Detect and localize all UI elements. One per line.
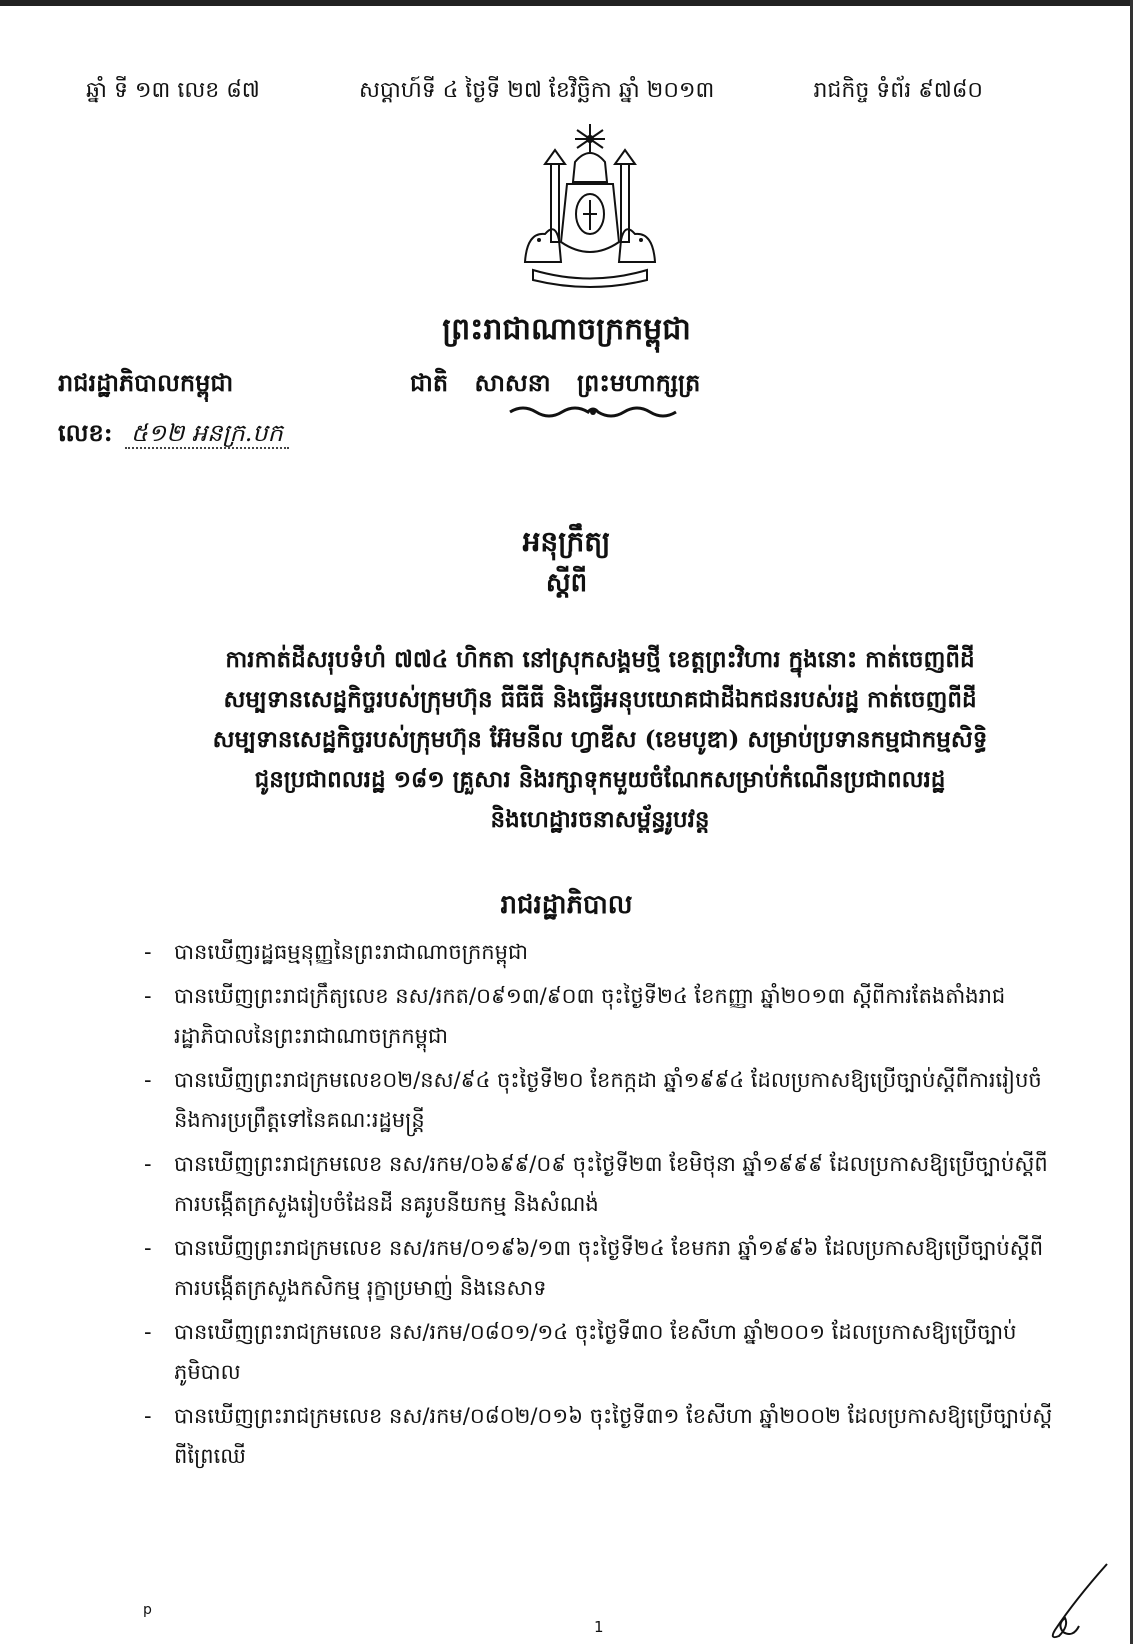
- reference-item: - បានឃើញព្រះរាជក្រមលេខ នស/រកម/០៦៩៩/០៩ ចុះថ្ងៃទី២៣ ខែមិថុនា ឆ្នាំ១៩៩៩ ដែលប្រកាសឱ្យប្រើច្បាប់ស្តីពីការបង្កើតក្រសួងរៀបចំដែនដី នគរូបនីយកម្ម និងសំណង់: [140, 1144, 1060, 1224]
- ornament-divider-icon: [508, 402, 678, 422]
- reference-item: - បានឃើញព្រះរាជក្រឹត្យលេខ នស/រកត/០៩១៣/៩០៣ ចុះថ្ងៃទី២៤ ខែកញ្ញា ឆ្នាំ២០១៣ ស្តីពីការតែងតាំងរាជរដ្ឋាភិបាលនៃព្រះរាជាណាចក្រកម្ពុជា: [140, 976, 1060, 1056]
- reference-item: - បានឃើញព្រះរាជក្រមលេខ នស/រកម/០១៩៦/១៣ ចុះថ្ងៃទី២៤ ខែមករា ឆ្នាំ១៩៩៦ ដែលប្រកាសឱ្យប្រើច្បាប់ស្តីពីការបង្កើតក្រសួងកសិកម្ម រុក្ខាប្រមាញ់ និងនេសាទ: [140, 1228, 1060, 1308]
- royal-emblem-icon: [515, 122, 665, 292]
- scan-border-top: [0, 0, 1133, 6]
- document-number-value: ៥១២ អនក្រ.បក: [125, 419, 289, 449]
- signature-initial-icon: [1035, 1560, 1115, 1644]
- subject-line: ការកាត់ដីសរុបទំហំ ៧៧៤ ហិកតា នៅស្រុកសង្គមថ្មី ខេត្តព្រះវិហារ ក្នុងនោះ កាត់ចេញពីដី: [225, 646, 975, 673]
- kingdom-title: ព្រះរាជាណាចក្រកម្ពុជា: [442, 312, 691, 347]
- subject-line: សម្បទានសេដ្ឋកិច្ចរបស់ក្រុមហ៊ុន អ៊ែមនីល ហ្វាឌីស (ខេមបូឌា) សម្រាប់ប្រទានកម្មជាកម្មសិទ្ធិ: [212, 726, 988, 753]
- document-type: អនុក្រឹត្យ: [522, 525, 611, 558]
- document-number-label: លេខ:: [58, 418, 113, 447]
- government-name: រាជរដ្ឋាភិបាលកម្ពុជា: [58, 368, 234, 397]
- document-number: [58, 418, 289, 453]
- reference-item: - បានឃើញព្រះរាជក្រមលេខ នស/រកម/០៨០១/១៤ ចុះថ្ងៃទី៣០ ខែសីហា ឆ្នាំ២០០១ ដែលប្រកាសឱ្យប្រើច្បាប់ភូមិបាល: [140, 1312, 1060, 1392]
- subject-line: និងហេដ្ឋារចនាសម្ព័ន្ធរូបវន្ត: [490, 806, 710, 833]
- gazette-header: [86, 76, 983, 108]
- footer-mark: p: [143, 1602, 152, 1618]
- reference-item: - បានឃើញព្រះរាជក្រមលេខ០២/នស/៩៤ ចុះថ្ងៃទី២០ ខែកក្កដា ឆ្នាំ១៩៩៤ ដែលប្រកាសឱ្យប្រើច្បាប់ស្តីពីការរៀបចំនិងការប្រព្រឹត្តទៅនៃគណៈរដ្ឋមន្ត្រី: [140, 1060, 1060, 1140]
- subject-line: ជូនប្រជាពលរដ្ឋ ១៨១ គ្រួសារ និងរក្សាទុកមួយចំណែកសម្រាប់កំណើនប្រជាពលរដ្ឋ: [254, 766, 946, 793]
- gazette-date: សប្តាហ៍ទី ៤ ថ្ងៃទី ២៧ ខែវិច្ឆិកា ឆ្នាំ ២០១៣: [358, 78, 715, 103]
- document-subject: [150, 640, 1050, 840]
- reference-item: - បានឃើញព្រះរាជក្រមលេខ នស/រកម/០៨០២/០១៦ ចុះថ្ងៃទី៣១ ខែសីហា ឆ្នាំ២០០២ ដែលប្រកាសឱ្យប្រើច្បាប់ស្តីពីព្រៃឈើ: [140, 1396, 1060, 1476]
- reference-item: - បានឃើញរដ្ឋធម្មនុញ្ញនៃព្រះរាជាណាចក្រកម្ពុជា: [140, 932, 1060, 972]
- page-number: 1: [594, 1618, 604, 1636]
- subject-line: សម្បទានសេដ្ឋកិច្ចរបស់ក្រុមហ៊ុន ធីធីធី និងធ្វើអនុបយោគជាដីឯកជនរបស់រដ្ឋ កាត់ចេញពីដី: [223, 686, 977, 713]
- document-subheading: ស្តីពី: [545, 568, 588, 598]
- gazette-page: រាជកិច្ច ទំព័រ ៩៧៨០: [813, 78, 983, 103]
- gazette-year-issue: ឆ្នាំ ទី ១៣ លេខ ៨៧: [86, 78, 260, 103]
- national-motto: ជាតិ សាសនា ព្រះមហាក្សត្រ: [410, 368, 701, 397]
- government-heading: រាជរដ្ឋាភិបាល: [500, 890, 633, 920]
- legal-references-list: [140, 932, 1060, 1480]
